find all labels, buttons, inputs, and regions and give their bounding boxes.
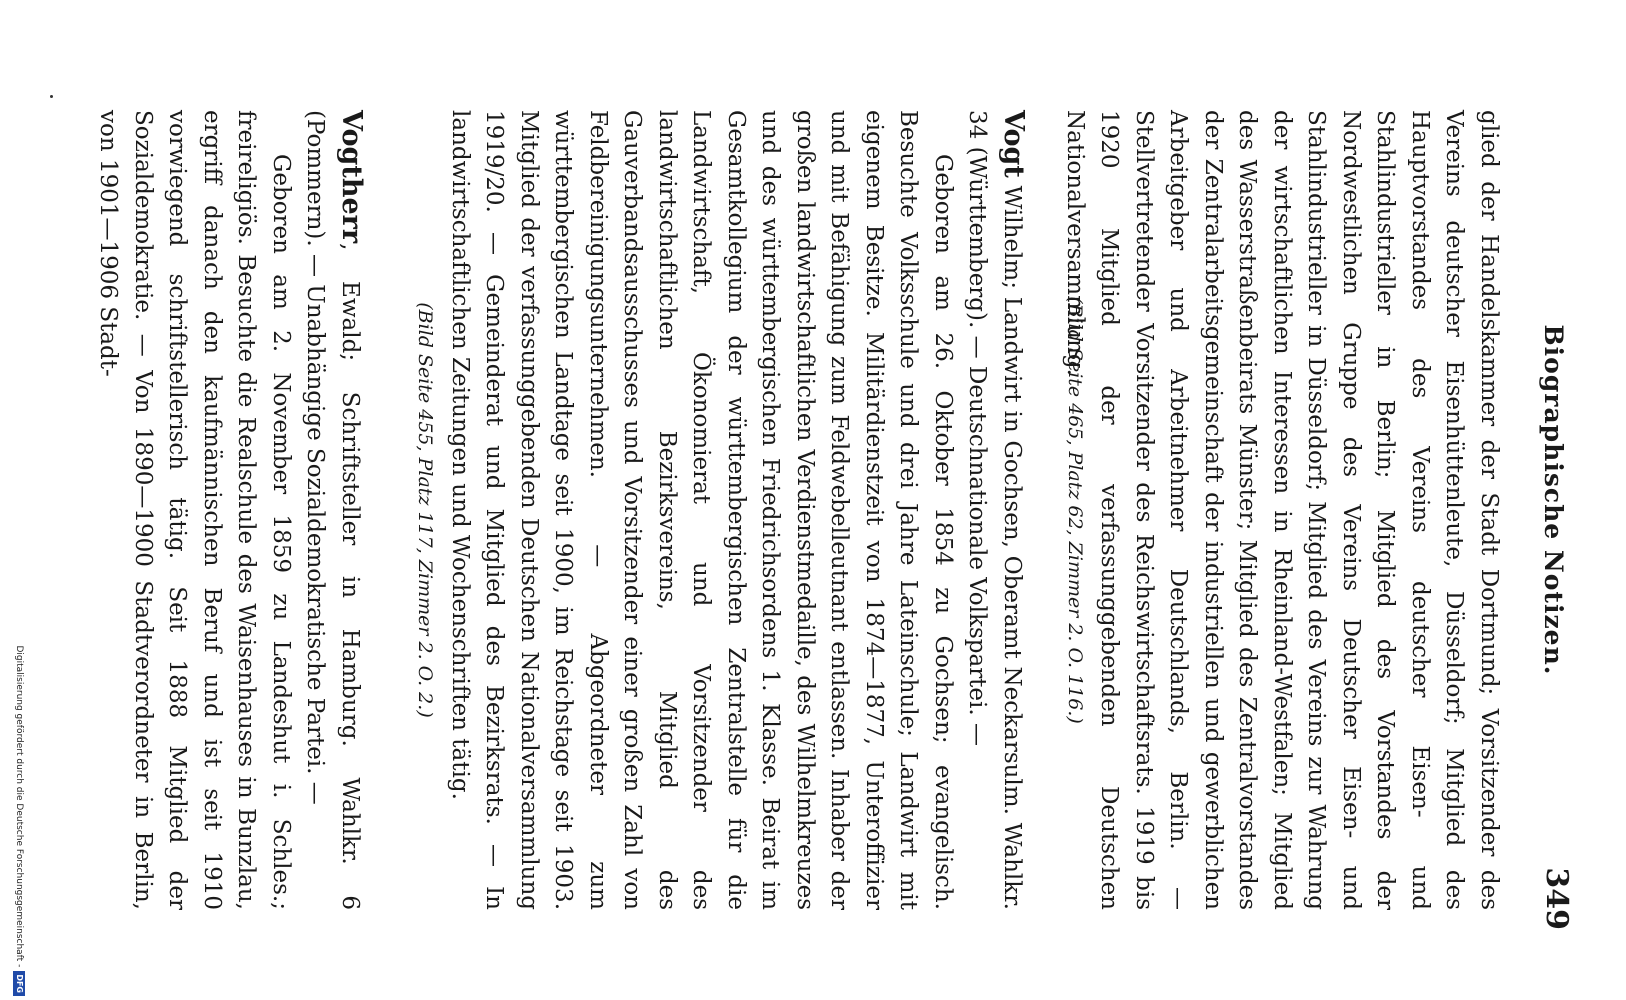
page-title: Biographische Notizen. [1539,324,1568,676]
credit-text: Digitalisierung gefördert durch die Deutsche Forschungsgemeinschaft - [14,645,24,968]
entry-heading-details: Wilhelm; Landwirt in Gochsen, Oberamt Neckarsulm. Wahlkr. 34 (Württemberg). — Deutschnationale Volkspartei. — [964,110,1025,910]
entry-heading [960,110,1030,910]
scan-speck [50,95,53,98]
digitization-credit [10,645,28,996]
entry-vogtherr [91,110,368,910]
image-reference-caption: (Bild Seite 465, Platz 62, Zimmer 2. O. 116.) [1064,296,1086,724]
entry-heading [298,110,368,910]
image-reference-caption: (Bild Seite 455, Platz 117, Zimmer 2. O. 2.) [414,302,436,718]
continuation-entry [1058,110,1507,910]
entry-name: Vogt [998,110,1029,178]
running-head [1530,70,1574,930]
continuation-text: glied der Handelskammer der Stadt Dortmund; Vorsitzender des Vereins deutscher Eisenhüttenleute, Düsseldorf; Mitglied des Hauptvorstandes des Vereins deutscher Eisen- und Stahlindustrieller in Berlin; Mitglied des Vorstandes der Nordwestlichen Gruppe des Vereins Deutscher Eisen- und Stahlindustrieller in Düsseldorf; Mitglied des Vereins zur Wahrung der wirtschaftlichen Interessen in Rheinland-Westfalen; Mitglied des Wasserstraßenbeirats Münster; Mitglied des Zentralvorstandes der Zentralarbeitsgemeinschaft der industriellen und gewerblichen Arbeitgeber und Arbeitnehmer Deutschlands, Berlin. — Stellvertretender Vorsitzender des Reichswirtschaftsrats. 1919 bis 1920 Mitglied der verfassunggebenden Deutschen Nationalversammlung. [1062,110,1502,910]
entry-heading-details: , Ewald; Schriftsteller in Hamburg. Wahlkr. 6 (Pommern). — Unabhängige Sozialdemokratische Partei. — [302,110,363,910]
entry-body: Geboren am 2. November 1859 zu Landeshut i. Schles.; freireligiös. Besuchte die Realschule des Waisenhauses in Bunzlau, ergriff danach den kaufmännischen Beruf und ist seit 1910 vorwiegend schriftstellerisch tätig. Seit 1888 Mitglied der Sozialdemokratie. — Von 1890—1900 Stadtverordneter in Berlin, von 1901—1906 Stadt- [95,110,294,910]
dfg-logo-icon: DFG [13,971,25,996]
entry-vogt [443,110,1031,910]
page-number: 349 [1539,867,1574,930]
entry-body: Geboren am 26. Oktober 1854 zu Gochsen; evangelisch. Besuchte Volksschule und drei Jahre Lateinschule; Landwirt mit eigenem Besitze. Militärdienstzeit von 1874—1877, Unteroffizier und mit Befähigung zum Feldwebelleutnant entlassen. Inhaber der großen landwirtschaftlichen Verdienstmedaille, des Wilhelmkreuzes und des württembergischen Friedrichsordens 1. Klasse. Beirat im Gesamtkollegium der württembergischen Zentralstelle für die Landwirtschaft, Ökonomierat und Vorsitzender des landwirtschaftlichen Bezirksvereins, Mitglied des Gauverbandsausschusses und Vorsitzender einer großen Zahl von Feldbereinigungsunternehmen. — Abgeordneter zum württembergischen Landtage seit 1900, im Reichstage seit 1903. Mitglied der verfassunggebenden Deutschen Nationalversammlung 1919/20. — Gemeinderat und Mitglied des Bezirksrats. — In landwirtschaftlichen Zeitungen und Wochenschriften tätig. [447,110,956,910]
entry-name: Vogtherr [336,110,367,244]
